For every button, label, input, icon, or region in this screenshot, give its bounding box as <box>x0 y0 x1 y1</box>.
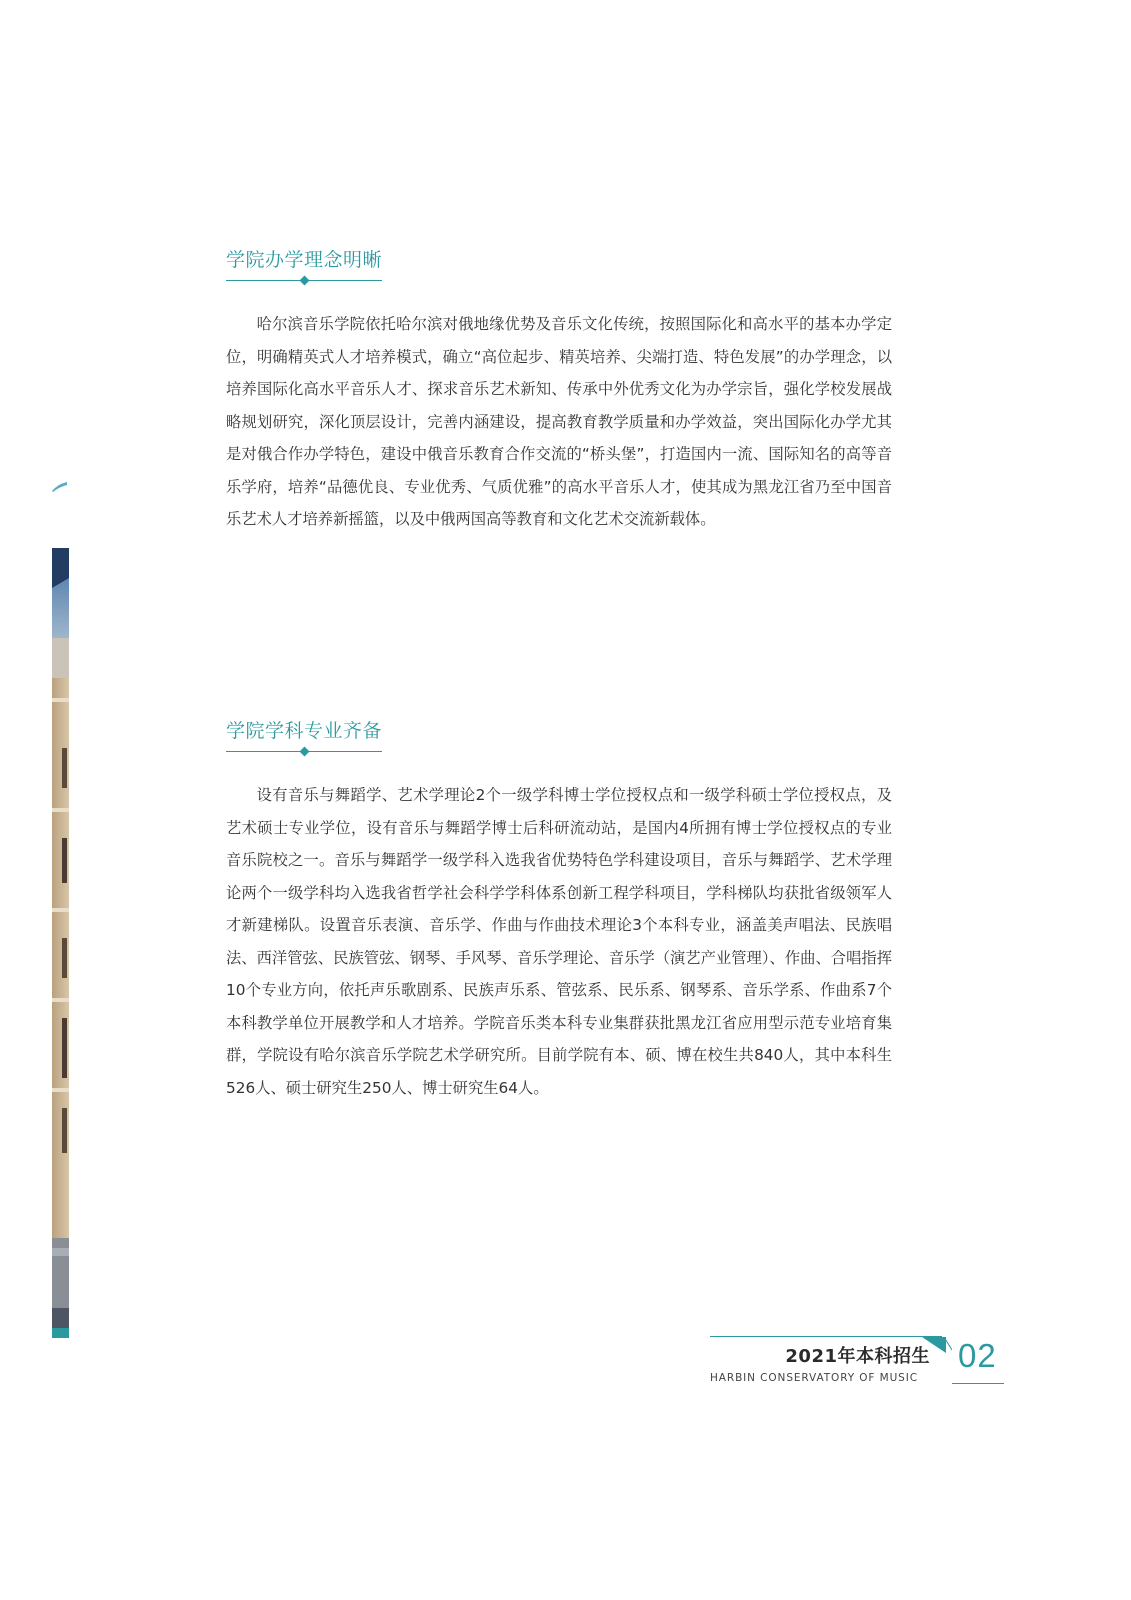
page-number: 02 <box>958 1337 997 1374</box>
section-disciplines <box>226 718 892 1104</box>
diamond-icon <box>300 747 310 757</box>
section-title: 学院办学理念明晰 <box>226 249 383 271</box>
footer-title: 2021年本科招生 <box>785 1346 930 1367</box>
section-heading <box>226 718 382 765</box>
triangle-mark-icon <box>922 1336 952 1356</box>
page-number-rule <box>952 1383 1004 1384</box>
building-photo-strip <box>52 548 69 1338</box>
title-underline <box>226 747 382 757</box>
diamond-icon <box>300 276 310 286</box>
section-heading <box>226 247 382 294</box>
page-footer <box>710 1336 1000 1386</box>
footer-subtitle: HARBIN CONSERVATORY OF MUSIC <box>710 1372 918 1384</box>
section-body: 设有音乐与舞蹈学、艺术学理论2个一级学科博士学位授权点和一级学科硕士学位授权点，及艺术硕士专业学位，设有音乐与舞蹈学博士后科研流动站，是国内4所拥有博士学位授权点的专业音乐院校之一。音乐与舞蹈学一级学科入选我省优势特色学科建设项目，音乐与舞蹈学、艺术学理论两个一级学科均入选我省哲学社会科学学科体系创新工程学科项目，学科梯队均获批省级领军人才新建梯队。设置音乐表演、音乐学、作曲与作曲技术理论3个本科专业，涵盖美声唱法、民族唱法、西洋管弦、民族管弦、钢琴、手风琴、音乐学理论、音乐学（演艺产业管理）、作曲、合唱指挥10个专业方向，依托声乐歌剧系、民族声乐系、管弦系、民乐系、钢琴系、音乐学系、作曲系7个本科教学单位开展教学和人才培养。学院音乐类本科专业集群获批黑龙江省应用型示范专业培育集群，学院设有哈尔滨音乐学院艺术学研究所。目前学院有本、硕、博在校生共840人，其中本科生526人、硕士研究生250人、博士研究生64人。 <box>226 786 892 1097</box>
title-underline <box>226 276 382 286</box>
section-body: 哈尔滨音乐学院依托哈尔滨对俄地缘优势及音乐文化传统，按照国际化和高水平的基本办学定位，明确精英式人才培养模式，确立“高位起步、精英培养、尖端打造、特色发展”的办学理念，以培养国际化高水平音乐人才、探求音乐艺术新知、传承中外优秀文化为办学宗旨，强化学校发展战略规划研究，深化顶层设计，完善内涵建设，提高教育教学质量和办学效益，突出国际化办学尤其是对俄合作办学特色，建设中俄音乐教育合作交流的“桥头堡”，打造国内一流、国际知名的高等音乐学府，培养“品德优良、专业优秀、气质优雅”的高水平音乐人才，使其成为黑龙江省乃至中国音乐艺术人才培养新摇篮，以及中俄两国高等教育和文化艺术交流新载体。 <box>226 315 892 528</box>
footer-rule <box>710 1336 942 1337</box>
photo-sliver-top <box>50 478 68 497</box>
section-title: 学院学科专业齐备 <box>226 720 383 742</box>
section-philosophy <box>226 247 892 536</box>
